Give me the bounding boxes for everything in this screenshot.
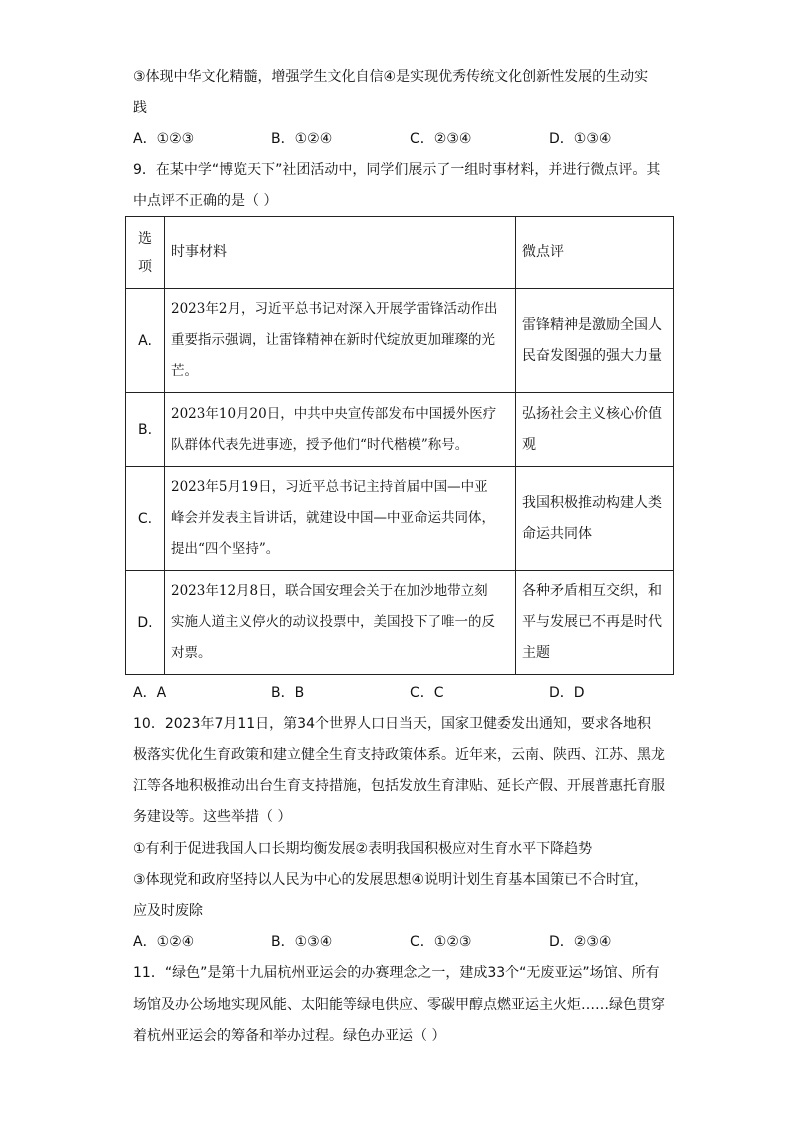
option-b[interactable]: B．①②④	[271, 131, 333, 147]
q9-table	[125, 216, 674, 675]
table-row	[126, 393, 674, 467]
option-b[interactable]: B．B	[271, 685, 305, 701]
material-line: 芒。	[171, 363, 198, 379]
q10-stem-line: 极落实优化生育政策和建立健全生育支持政策体系。近年来，云南、陕西、江苏、黑龙	[133, 747, 665, 763]
material-line: 2023年12月8日，联合国安理会关于在加沙地带立刻	[171, 583, 488, 599]
q11-stem-line: 场馆及办公场地实现风能、太阳能等绿电供应、零碳甲醇点燃亚运主火炬……绿色贯穿	[133, 997, 665, 1013]
q8-statement-line: 践	[133, 100, 147, 116]
row-comment	[516, 289, 674, 393]
comment-line: 弘扬社会主义核心价值	[522, 405, 662, 422]
option-a[interactable]: A．①②④	[133, 934, 195, 950]
row-material	[165, 393, 516, 467]
row-label: A.	[126, 289, 165, 393]
row-comment	[516, 467, 674, 571]
header-option-text: 选	[138, 230, 152, 247]
option-d[interactable]: D．②③④	[549, 934, 612, 950]
table-row	[126, 289, 674, 393]
row-material	[165, 289, 516, 393]
comment-line: 我国积极推动构建人类	[522, 494, 662, 511]
table-row	[126, 467, 674, 571]
row-comment	[516, 571, 674, 675]
option-a[interactable]: A．A	[133, 685, 167, 701]
row-label: C.	[126, 467, 165, 571]
q9-options	[133, 683, 693, 703]
comment-line: 观	[522, 436, 536, 453]
option-d[interactable]: D．D	[549, 685, 585, 701]
option-b[interactable]: B．①③④	[271, 934, 333, 950]
q9-stem-line: 9．在某中学“博览天下”社团活动中，同学们展示了一组时事材料，并进行微点评。其	[133, 162, 661, 178]
q10-statement-line: ③体现党和政府坚持以人民为中心的发展思想④说明计划生育基本国策已不合时宜，	[133, 872, 649, 888]
comment-line: 主题	[522, 645, 550, 661]
header-option-cell	[126, 217, 165, 289]
row-material	[165, 467, 516, 571]
material-line: 队群体代表先进事迹，授予他们“时代楷模”称号。	[171, 436, 469, 453]
q10-stem-line: 务建设等。这些举措（ ）	[133, 809, 292, 825]
material-line: 2023年5月19日，习近平总书记主持首届中国—中亚	[171, 479, 488, 495]
material-line: 提出“四个坚持”。	[171, 541, 280, 557]
row-comment	[516, 393, 674, 467]
option-c[interactable]: C．C	[410, 685, 444, 701]
q8-statement-line: ③体现中华文化精髓，增强学生文化自信④是实现优秀传统文化创新性发展的生动实	[133, 69, 649, 85]
q10-statement-line: ①有利于促进我国人口长期均衡发展②表明我国积极应对生育水平下降趋势	[133, 841, 593, 857]
material-line: 重要指示强调，让雷锋精神在新时代绽放更加璀璨的光	[171, 332, 495, 348]
comment-line: 命运共同体	[522, 525, 592, 542]
comment-line: 民奋发图强的强大力量	[522, 347, 662, 364]
row-label: D.	[126, 571, 165, 675]
option-a[interactable]: A．①②③	[133, 131, 195, 147]
header-comment-cell: 微点评	[516, 217, 674, 289]
comment-line: 平与发展已不再是时代	[522, 614, 662, 630]
header-material-cell: 时事材料	[165, 217, 516, 289]
material-line: 2023年2月，习近平总书记对深入开展学雷锋活动作出	[171, 301, 498, 317]
comment-line: 雷锋精神是激励全国人	[522, 316, 662, 333]
q9-stem-line: 中点评不正确的是（ ）	[133, 193, 278, 209]
material-line: 2023年10月20日，中共中央宣传部发布中国援外医疗	[171, 405, 497, 422]
table-row	[126, 571, 674, 675]
option-c[interactable]: C．①②③	[410, 934, 472, 950]
table-header-row	[126, 217, 674, 289]
header-option-text: 项	[138, 258, 152, 275]
option-d[interactable]: D．①③④	[549, 131, 612, 147]
row-label: B.	[126, 393, 165, 467]
material-line: 对票。	[171, 645, 212, 661]
option-c[interactable]: C．②③④	[410, 131, 472, 147]
q10-options	[133, 932, 693, 952]
q11-stem-line: 11．“绿色”是第十九届杭州亚运会的办赛理念之一，建成33个“无废亚运”场馆、所有	[133, 965, 660, 981]
material-line: 峰会并发表主旨讲话，就建设中国—中亚命运共同体，	[171, 510, 495, 526]
material-line: 实施人道主义停火的动议投票中，美国投下了唯一的反	[171, 614, 495, 630]
q10-statement-line: 应及时废除	[133, 903, 203, 919]
q10-stem-line: 江等各地积极推动出台生育支持措施，包括发放生育津贴、延长产假、开展普惠托育服	[133, 778, 665, 794]
q10-stem-line: 10．2023年7月11日，第34个世界人口日当天，国家卫健委发出通知，要求各地积	[133, 716, 651, 732]
q8-options	[133, 129, 693, 149]
row-material	[165, 571, 516, 675]
q11-stem-line: 着杭州亚运会的筹备和举办过程。绿色办亚运（ ）	[133, 1028, 446, 1044]
comment-line: 各种矛盾相互交织，和	[522, 583, 662, 599]
